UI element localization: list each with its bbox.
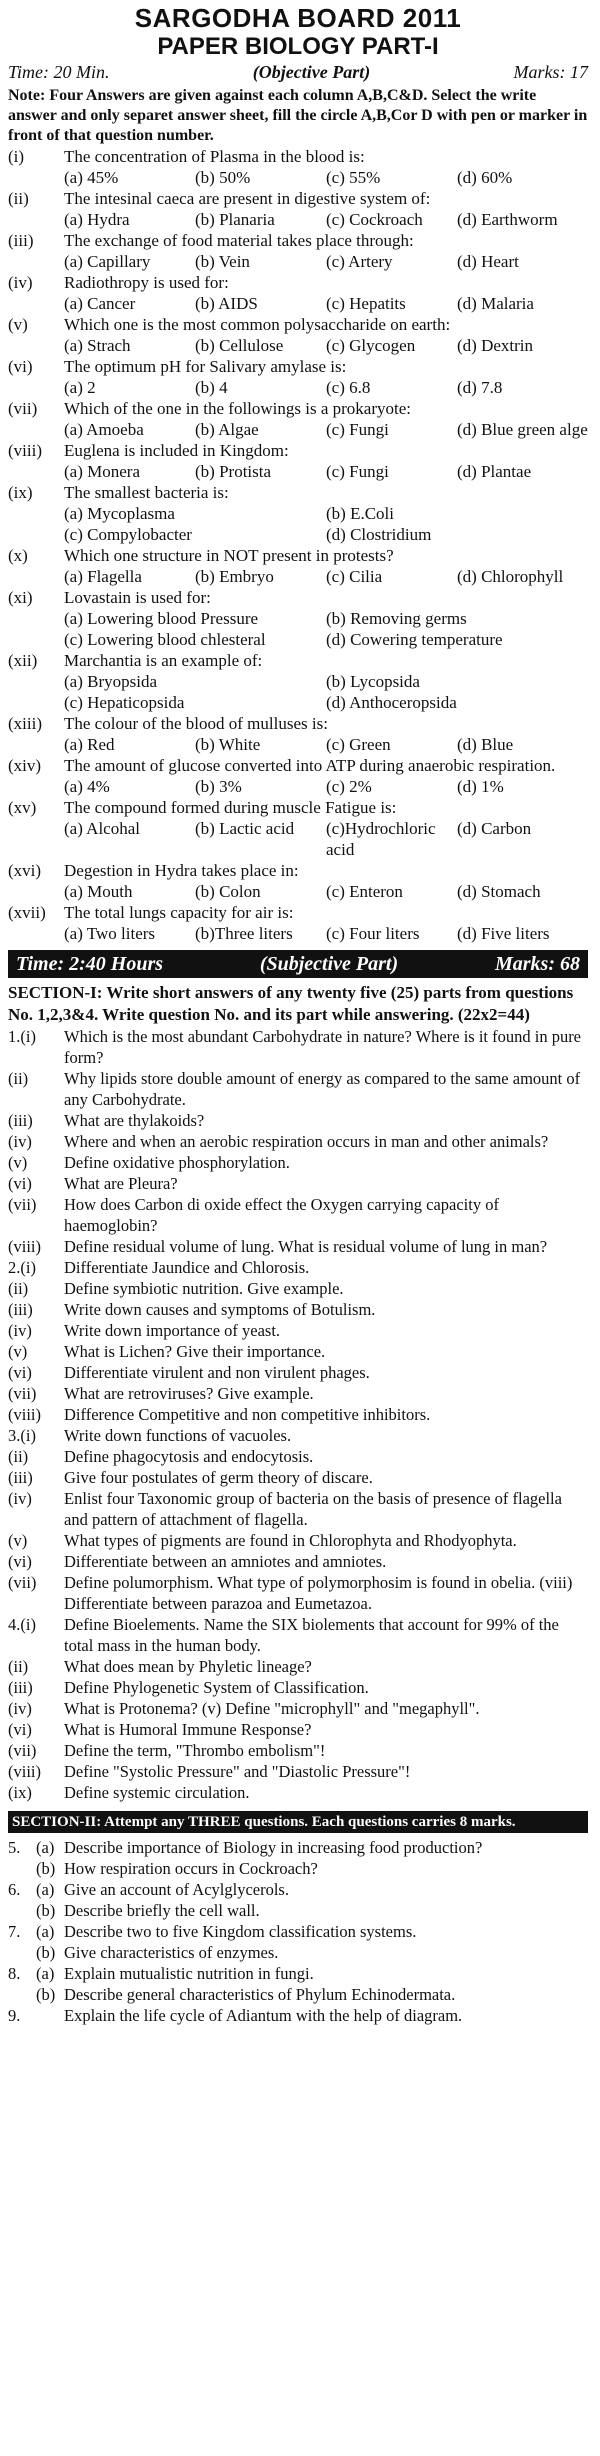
answer-option: (c) Fungi: [326, 462, 389, 481]
question-number: (iii): [8, 231, 34, 250]
answer-option: (a) Two liters: [64, 924, 156, 943]
answer-option: (a) Lowering blood Pressure: [64, 609, 259, 628]
answer-option: (d) Heart: [457, 252, 519, 271]
short-question: [8, 1404, 588, 1425]
question-text: Explain the life cycle of Adiantum with the help of diagram.: [64, 2006, 463, 2025]
answer-options: [8, 461, 588, 482]
answer-option: (a) Alcohal: [64, 819, 140, 838]
question-text: The optimum pH for Salivary amylase is:: [64, 357, 347, 376]
answer-options: [8, 335, 588, 356]
marks-label: Marks: 17: [513, 62, 588, 82]
question-number: (viii): [8, 1237, 41, 1256]
long-question: [8, 1900, 588, 1921]
question-number: (vi): [8, 357, 33, 376]
question-text: Write down functions of vacuoles.: [64, 1426, 292, 1445]
question-letter: (b): [36, 1985, 56, 2004]
short-question: [8, 1299, 588, 1320]
question-text: Which one is the most common polysaccharide on earth:: [64, 315, 451, 334]
question-number: (iv): [8, 1699, 32, 1718]
question-text: What is Humoral Immune Response?: [64, 1720, 312, 1739]
question-number: 9.: [8, 2006, 21, 2025]
answer-options: [8, 251, 588, 272]
question-text: How respiration occurs in Cockroach?: [64, 1859, 318, 1878]
answer-options: [8, 671, 588, 713]
question-text: Difference Competitive and non competitive inhibitors.: [64, 1405, 431, 1424]
short-question: [8, 1698, 588, 1719]
answer-options: [8, 566, 588, 587]
paper-title: PAPER BIOLOGY PART-I: [157, 33, 439, 60]
short-question: [8, 1782, 588, 1803]
question-text: Which is the most abundant Carbohydrate in nature? Where is it found in pure form?: [64, 1027, 582, 1067]
answer-option: (a) 45%: [64, 168, 119, 187]
question-text: Write down importance of yeast.: [64, 1321, 281, 1340]
answer-options: [8, 167, 588, 188]
answer-option: (c) Cilia: [326, 567, 383, 586]
short-question: [8, 1110, 588, 1131]
question-number: (v): [8, 315, 28, 334]
question-number: (v): [8, 1342, 28, 1361]
short-question: [8, 1467, 588, 1488]
question-number: (vii): [8, 1573, 37, 1592]
objective-question: [8, 440, 588, 461]
question-text: What is Lichen? Give their importance.: [64, 1342, 326, 1361]
short-question: [8, 1488, 588, 1530]
question-text: Define the term, "Thrombo embolism"!: [64, 1741, 326, 1760]
answer-option: (a) Bryopsida: [64, 672, 158, 691]
question-number: (xv): [8, 798, 37, 817]
question-text: Describe importance of Biology in increasing food production?: [64, 1838, 483, 1857]
question-letter: (a): [36, 1964, 55, 1983]
short-question: [8, 1131, 588, 1152]
short-question: [8, 1425, 588, 1446]
answer-option: (c) Hepaticopsida: [64, 693, 185, 712]
question-text: Marchantia is an example of:: [64, 651, 263, 670]
long-question: [8, 1837, 588, 1858]
subjective-time: Time: 2:40 Hours: [16, 953, 164, 975]
question-number: (iii): [8, 1678, 33, 1697]
short-question: [8, 1236, 588, 1257]
question-text: What is Protonema? (v) Define "microphyll" and "megaphyll".: [64, 1699, 480, 1718]
short-question: [8, 1383, 588, 1404]
answer-option: (d) 7.8: [457, 378, 503, 397]
answer-option: (c) 6.8: [326, 378, 371, 397]
short-question: [8, 1194, 588, 1236]
question-number: (xi): [8, 588, 33, 607]
question-text: Define residual volume of lung. What is residual volume of lung in man?: [64, 1237, 548, 1256]
question-number: (xvii): [8, 903, 46, 922]
question-text: Define systemic circulation.: [64, 1783, 250, 1802]
question-text: The colour of the blood of mulluses is:: [64, 714, 328, 733]
question-text: The exchange of food material takes place through:: [64, 231, 414, 250]
answer-option: (d) Clostridium: [326, 525, 432, 544]
question-text: Differentiate virulent and non virulent phages.: [64, 1363, 370, 1382]
question-number: (ix): [8, 1783, 32, 1802]
answer-options: [8, 818, 588, 860]
subjective-marks: Marks: 68: [494, 953, 580, 975]
subjective-bar: [8, 950, 588, 978]
answer-option: (d) Blue green alge: [457, 420, 588, 439]
question-number: (xii): [8, 651, 38, 670]
objective-question: [8, 272, 588, 293]
question-text: What are thylakoids?: [64, 1111, 205, 1130]
objective-question: [8, 545, 588, 566]
long-question: [8, 1921, 588, 1942]
question-letter: (a): [36, 1922, 55, 1941]
objective-question: [8, 356, 588, 377]
question-letter: [36, 2005, 64, 2026]
answer-option: (c) Green: [326, 735, 391, 754]
question-text: Define Phylogenetic System of Classification.: [64, 1678, 369, 1697]
question-number: (iv): [8, 1489, 32, 1508]
objective-question: [8, 713, 588, 734]
short-question: [8, 1446, 588, 1467]
question-text: Give characteristics of enzymes.: [64, 1943, 279, 1962]
objective-question: [8, 188, 588, 209]
answer-option: (b) Lactic acid: [195, 819, 295, 838]
answer-option: (d) Stomach: [457, 882, 541, 901]
answer-option: (c) Compylobacter: [64, 525, 192, 544]
answer-options: [8, 734, 588, 755]
short-question: [8, 1572, 588, 1614]
answer-options: [8, 776, 588, 797]
long-question: [8, 1942, 588, 1963]
question-number: (vi): [8, 1174, 32, 1193]
question-number: (viii): [8, 1762, 41, 1781]
question-number: (ii): [8, 1069, 29, 1088]
board-title: SARGODHA BOARD 2011: [134, 3, 462, 33]
answer-option: (a) 2: [64, 378, 96, 397]
question-number: 5.: [8, 1838, 21, 1857]
question-text: Give four postulates of germ theory of discare.: [64, 1468, 373, 1487]
answer-option: (c) Cockroach: [326, 210, 423, 229]
part-label: (Objective Part): [252, 62, 371, 82]
question-text: Define Bioelements. Name the SIX biolements that account for 99% of the total mass in the human body.: [64, 1615, 559, 1655]
short-question: [8, 1320, 588, 1341]
question-number: (vii): [8, 1384, 37, 1403]
question-letter: (b): [36, 1943, 56, 1962]
answer-option: (a) Amoeba: [64, 420, 144, 439]
answer-option: (c) Glycogen: [326, 336, 416, 355]
question-number: (vi): [8, 1363, 32, 1382]
question-number: (vii): [8, 399, 38, 418]
note-text: Four Answers are given against each column A,B,C&D. Select the write answer and only separet answer sheet, fill the circle A,B,Cor D with pen or marker in front of that question number.: [8, 87, 588, 144]
answer-option: (c)Hydrochloric acid: [326, 819, 436, 859]
objective-question: [8, 146, 588, 167]
question-number: (iv): [8, 1321, 32, 1340]
answer-options: [8, 503, 588, 545]
question-number: (x): [8, 546, 28, 565]
question-letter: (a): [36, 1838, 55, 1857]
question-text: Define "Systolic Pressure" and "Diastolic Pressure"!: [64, 1762, 411, 1781]
answer-options: [8, 881, 588, 902]
answer-option: (a) Capillary: [64, 252, 151, 271]
answer-option: (c) Four liters: [326, 924, 420, 943]
short-question: [8, 1152, 588, 1173]
short-question: [8, 1173, 588, 1194]
objective-question: [8, 398, 588, 419]
question-number: 1.(i): [8, 1027, 36, 1046]
short-question: [8, 1719, 588, 1740]
answer-option: (b) AIDS: [195, 294, 258, 313]
question-number: 4.(i): [8, 1615, 36, 1634]
question-number: (v): [8, 1153, 28, 1172]
answer-option: (b) Protista: [195, 462, 272, 481]
time-label: Time: 20 Min.: [8, 62, 110, 82]
question-text: Write down causes and symptoms of Botulism.: [64, 1300, 376, 1319]
short-question: [8, 1341, 588, 1362]
question-letter: (b): [36, 1901, 56, 1920]
question-number: 3.(i): [8, 1426, 36, 1445]
answer-options: [8, 608, 588, 650]
answer-option: (b) 4: [195, 378, 228, 397]
answer-option: (b) Embryo: [195, 567, 274, 586]
short-question: [8, 1026, 588, 1068]
question-number: (ix): [8, 483, 33, 502]
answer-option: (b) 3%: [195, 777, 242, 796]
short-question: [8, 1614, 588, 1656]
answer-option: (a) Cancer: [64, 294, 136, 313]
answer-option: (a) 4%: [64, 777, 110, 796]
question-text: Where and when an aerobic respiration occurs in man and other animals?: [64, 1132, 549, 1151]
answer-option: (d) Malaria: [457, 294, 534, 313]
question-number: [8, 1858, 36, 1879]
question-text: Radiothropy is used for:: [64, 273, 229, 292]
section-2-heading: SECTION-II: Attempt any THREE questions. Each questions carries 8 marks.: [8, 1811, 588, 1833]
objective-questions: [8, 146, 588, 944]
short-questions: [8, 1026, 588, 1803]
long-question: [8, 1858, 588, 1879]
question-text: The total lungs capacity for air is:: [64, 903, 294, 922]
question-text: Degestion in Hydra takes place in:: [64, 861, 299, 880]
long-question: [8, 1984, 588, 2005]
answer-option: (b) 50%: [195, 168, 251, 187]
question-text: The amount of glucose converted into ATP during anaerobic respiration.: [64, 756, 556, 775]
question-text: Describe two to five Kingdom classification systems.: [64, 1922, 417, 1941]
answer-options: [8, 293, 588, 314]
question-number: (iii): [8, 1468, 33, 1487]
answer-options: [8, 209, 588, 230]
short-question: [8, 1068, 588, 1110]
question-text: Why lipids store double amount of energy as compared to the same amount of any Carbohydrate.: [64, 1069, 581, 1109]
short-question: [8, 1362, 588, 1383]
question-number: (iii): [8, 1111, 33, 1130]
question-letter: (a): [36, 1880, 55, 1899]
answer-option: (d) Chlorophyll: [457, 567, 564, 586]
question-text: Which one structure in NOT present in protests?: [64, 546, 394, 565]
question-text: The intesinal caeca are present in digestive system of:: [64, 189, 431, 208]
question-number: (i): [8, 147, 25, 166]
answer-option: (d) 60%: [457, 168, 513, 187]
short-question: [8, 1740, 588, 1761]
question-number: [8, 1900, 36, 1921]
note-label: Note:: [8, 87, 46, 104]
question-number: (iii): [8, 1300, 33, 1319]
answer-options: [8, 377, 588, 398]
question-text: The compound formed during muscle Fatigue is:: [64, 798, 397, 817]
question-number: (iv): [8, 1132, 32, 1151]
answer-option: (b) White: [195, 735, 261, 754]
question-number: (vi): [8, 1720, 32, 1739]
question-text: Describe general characteristics of Phylum Echinodermata.: [64, 1985, 456, 2004]
question-number: (vii): [8, 1741, 37, 1760]
answer-option: (d) Cowering temperature: [326, 630, 503, 649]
question-number: (ii): [8, 1279, 29, 1298]
question-number: (iv): [8, 273, 33, 292]
question-letter: (b): [36, 1859, 56, 1878]
objective-question: [8, 650, 588, 671]
question-text: Lovastain is used for:: [64, 588, 211, 607]
question-text: The smallest bacteria is:: [64, 483, 229, 502]
question-number: (viii): [8, 441, 42, 460]
answer-option: (b) Vein: [195, 252, 250, 271]
answer-option: (c) Lowering blood chlesteral: [64, 630, 266, 649]
question-number: (xiii): [8, 714, 42, 733]
answer-option: (d) Anthoceropsida: [326, 693, 457, 712]
question-text: Describe briefly the cell wall.: [64, 1901, 260, 1920]
answer-option: (a) Hydra: [64, 210, 130, 229]
answer-option: (b) Removing germs: [326, 609, 467, 628]
answer-option: (b) Planaria: [195, 210, 275, 229]
question-number: (xvi): [8, 861, 42, 880]
question-number: (v): [8, 1531, 28, 1550]
short-question: [8, 1278, 588, 1299]
long-questions: [8, 1837, 588, 2026]
answer-option: (a) Monera: [64, 462, 140, 481]
short-question: [8, 1761, 588, 1782]
answer-option: (d) Dextrin: [457, 336, 534, 355]
answer-option: (d) Earthworm: [457, 210, 558, 229]
question-number: (viii): [8, 1405, 41, 1424]
objective-question: [8, 755, 588, 776]
objective-question: [8, 860, 588, 881]
answer-option: (d) Blue: [457, 735, 514, 754]
short-question: [8, 1656, 588, 1677]
question-number: (ii): [8, 189, 29, 208]
long-question: [8, 1879, 588, 1900]
short-question: [8, 1530, 588, 1551]
question-number: (xiv): [8, 756, 42, 775]
answer-option: (c) Fungi: [326, 420, 389, 439]
section-1-heading: SECTION-I: Write short answers of any twenty five (25) parts from questions No. 1,2,3&4. Write question No. and its part while answering. (22x2=44): [8, 983, 574, 1024]
question-text: Explain mutualistic nutrition in fungi.: [64, 1964, 314, 1983]
question-text: Enlist four Taxonomic group of bacteria on the basis of presence of flagella and pattern of attachment of flagella.: [64, 1489, 562, 1529]
short-question: [8, 1551, 588, 1572]
question-number: 6.: [8, 1880, 21, 1899]
objective-question: [8, 797, 588, 818]
answer-option: (c) 55%: [326, 168, 381, 187]
objective-question: [8, 482, 588, 503]
objective-question: [8, 230, 588, 251]
question-text: Euglena is included in Kingdom:: [64, 441, 289, 460]
objective-question: [8, 902, 588, 923]
question-number: (ii): [8, 1447, 29, 1466]
answer-option: (d) Plantae: [457, 462, 532, 481]
answer-option: (a) Red: [64, 735, 115, 754]
question-text: Which of the one in the followings is a prokaryote:: [64, 399, 411, 418]
answer-option: (b) Algae: [195, 420, 259, 439]
answer-option: (b) Cellulose: [195, 336, 284, 355]
objective-question: [8, 314, 588, 335]
objective-meta: [8, 60, 588, 84]
answer-option: (a) Flagella: [64, 567, 142, 586]
question-text: Differentiate Jaundice and Chlorosis.: [64, 1258, 310, 1277]
question-number: [8, 1942, 36, 1963]
answer-option: (a) Strach: [64, 336, 131, 355]
question-text: What are retroviruses? Give example.: [64, 1384, 314, 1403]
question-number: (vi): [8, 1552, 32, 1571]
question-text: What types of pigments are found in Chlorophyta and Rhodyophyta.: [64, 1531, 517, 1550]
question-text: The concentration of Plasma in the blood is:: [64, 147, 365, 166]
question-text: Define polumorphism. What type of polymorphosim is found in obelia. (viii) Differentiate between parazoa and Eumetazoa.: [64, 1573, 573, 1613]
answer-options: [8, 419, 588, 440]
question-text: Give an account of Acylglycerols.: [64, 1880, 289, 1899]
answer-option: (d) 1%: [457, 777, 504, 796]
question-text: Define oxidative phosphorylation.: [64, 1153, 290, 1172]
answer-option: (d) Five liters: [457, 924, 550, 943]
question-text: Define symbiotic nutrition. Give example.: [64, 1279, 344, 1298]
answer-option: (c) Enteron: [326, 882, 403, 901]
note: [8, 86, 588, 146]
answer-option: (c) Artery: [326, 252, 393, 271]
question-number: (vii): [8, 1195, 37, 1214]
question-number: 2.(i): [8, 1258, 36, 1277]
question-number: 7.: [8, 1922, 21, 1941]
question-number: [8, 1984, 36, 2005]
objective-question: [8, 587, 588, 608]
answer-option: (a) Mouth: [64, 882, 133, 901]
answer-option: (c) Hepatits: [326, 294, 406, 313]
answer-option: (b) Lycopsida: [326, 672, 420, 691]
answer-option: (b) Colon: [195, 882, 261, 901]
question-text: What does mean by Phyletic lineage?: [64, 1657, 312, 1676]
answer-option: (c) 2%: [326, 777, 372, 796]
answer-option: (b)Three liters: [195, 924, 293, 943]
answer-options: [8, 923, 588, 944]
answer-option: (b) E.Coli: [326, 504, 394, 523]
answer-option: (d) Carbon: [457, 819, 532, 838]
subjective-part: (Subjective Part): [259, 953, 399, 975]
answer-option: (a) Mycoplasma: [64, 504, 175, 523]
question-number: 8.: [8, 1964, 21, 1983]
question-number: (ii): [8, 1657, 29, 1676]
short-question: [8, 1677, 588, 1698]
long-question: [8, 2005, 588, 2026]
question-text: How does Carbon di oxide effect the Oxygen carrying capacity of haemoglobin?: [64, 1195, 499, 1235]
short-question: [8, 1257, 588, 1278]
question-text: Define phagocytosis and endocytosis.: [64, 1447, 314, 1466]
question-text: What are Pleura?: [64, 1174, 178, 1193]
question-text: Differentiate between an amniotes and amniotes.: [64, 1552, 387, 1571]
long-question: [8, 1963, 588, 1984]
